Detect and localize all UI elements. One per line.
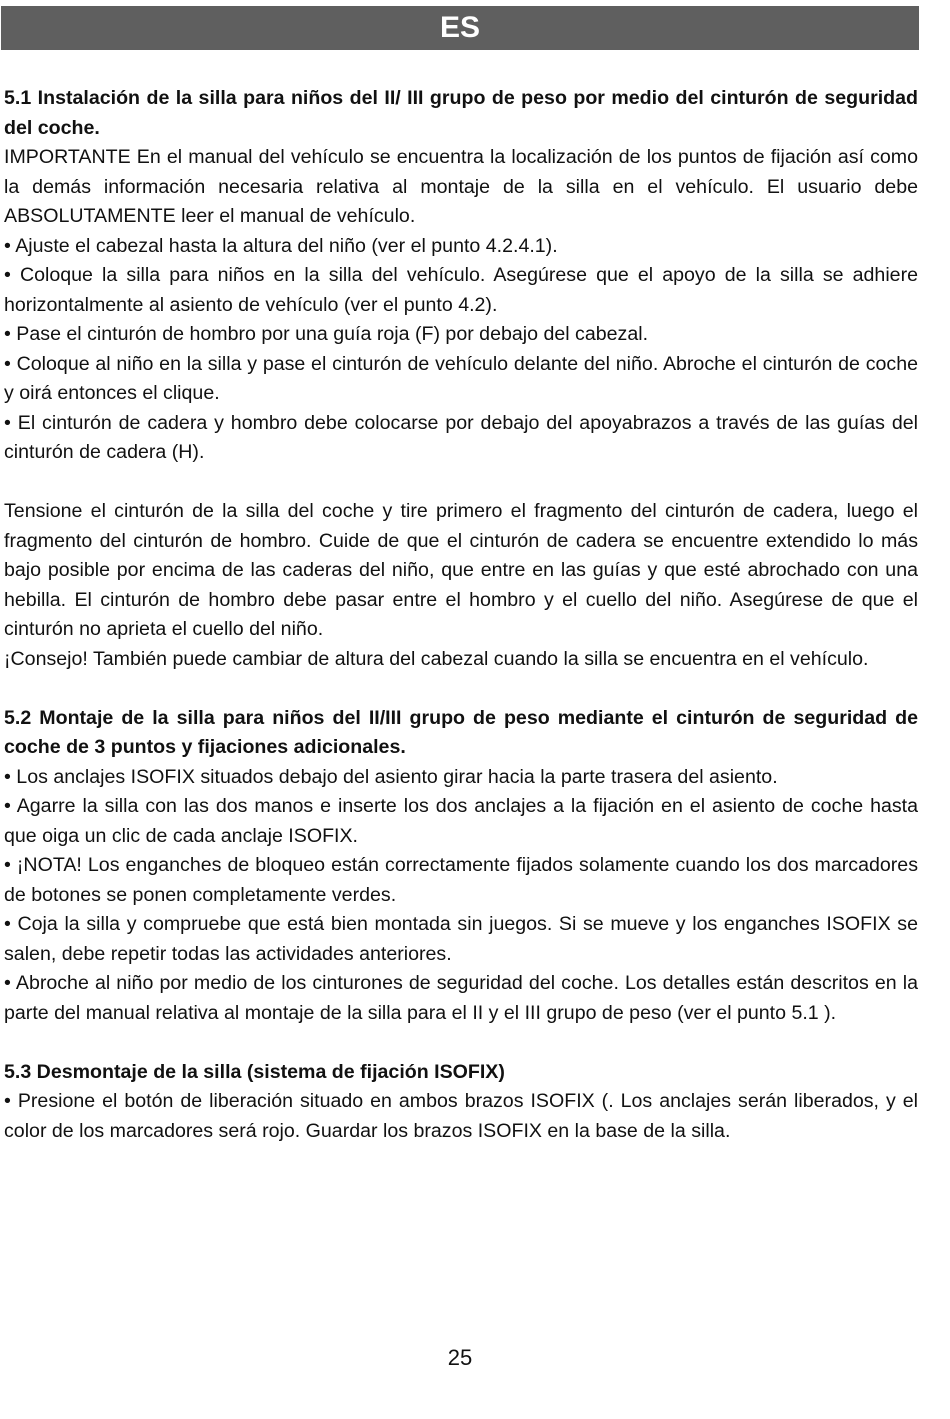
bullet-5-2-4: • Coja la silla y compruebe que está bien montada sin juegos. Si se mueve y los enganches ISOFIX se salen, debe repetir todas las actividades anteriores.	[4, 913, 918, 965]
bullet-5-2-1: • Los anclajes ISOFIX situados debajo del asiento girar hacia la parte trasera del asiento.	[4, 765, 778, 788]
bullet-5-2-3: • ¡NOTA! Los enganches de bloqueo están correctamente fijados solamente cuando los dos marcadores de botones se ponen completamente verdes.	[4, 854, 918, 906]
paragraph-tip: ¡Consejo! También puede cambiar de altura del cabezal cuando la silla se encuentra en el vehículo.	[4, 647, 869, 670]
paragraph-tension: Tensione el cinturón de la silla del coche y tire primero el fragmento del cinturón de cadera, luego el fragmento del cinturón de hombro. Cuide de que el cinturón de cadera se encuentre extendido lo más bajo posible por encima de las caderas del niño, que entre en las guías y que esté abrochado con una hebilla. El cinturón de hombro debe pasar entre el hombro y el cuello del niño. Asegúrese de que el cinturón no aprieta el cuello del niño.	[4, 500, 918, 640]
page-number: 25	[447, 1345, 473, 1370]
bullet-5-1-4: • Coloque al niño en la silla y pase el cinturón de vehículo delante del niño. Abroche el cinturón de coche y oirá entonces el clique.	[4, 352, 918, 404]
bullet-5-2-5: • Abroche al niño por medio de los cinturones de seguridad del coche. Los detalles están descritos en la parte del manual relativa al montaje de la silla para el II y el III grupo de peso (ver el punto 5.1 ).	[4, 972, 918, 1024]
language-code: ES	[439, 11, 481, 44]
bullet-5-1-2: • Coloque la silla para niños en la silla del vehículo. Asegúrese que el apoyo de la silla se adhiere horizontalmente al asiento de vehículo (ver el punto 4.2).	[4, 264, 918, 316]
bullet-5-2-2: • Agarre la silla con las dos manos e inserte los dos anclajes a la fijación en el asiento de coche hasta que oiga un clic de cada anclaje ISOFIX.	[4, 795, 918, 847]
section-5-2-title: 5.2 Montaje de la silla para niños del II/III grupo de peso mediante el cinturón de seguridad de coche de 3 puntos y fijaciones adicionales.	[4, 706, 918, 758]
bullet-5-1-3: • Pase el cinturón de hombro por una guía roja (F) por debajo del cabezal.	[4, 323, 649, 345]
bullet-5-3-1: • Presione el botón de liberación situado en ambos brazos ISOFIX (. Los anclajes serán liberados, y el color de los marcadores será rojo. Guardar los brazos ISOFIX en la base de la silla.	[4, 1090, 918, 1142]
section-5-3-title: 5.3 Desmontaje de la silla (sistema de fijación ISOFIX)	[4, 1060, 505, 1083]
section-5-1-title: 5.1 Instalación de la silla para niños del II/ III grupo de peso por medio del cinturón de seguridad del coche.	[4, 87, 918, 139]
bullet-5-1-1: • Ajuste el cabezal hasta la altura del niño (ver el punto 4.2.4.1).	[4, 234, 558, 257]
language-header	[1, 6, 919, 50]
page-content	[4, 84, 918, 1146]
important-note: IMPORTANTE En el manual del vehículo se encuentra la localización de los puntos de fijación así como la demás información necesaria relativa al montaje de la silla en el vehículo. El usuario debe ABSOLUTAMENTE leer el manual de vehículo.	[4, 146, 918, 227]
bullet-5-1-5: • El cinturón de cadera y hombro debe colocarse por debajo del apoyabrazos a través de las guías del cinturón de cadera (H).	[4, 411, 918, 463]
